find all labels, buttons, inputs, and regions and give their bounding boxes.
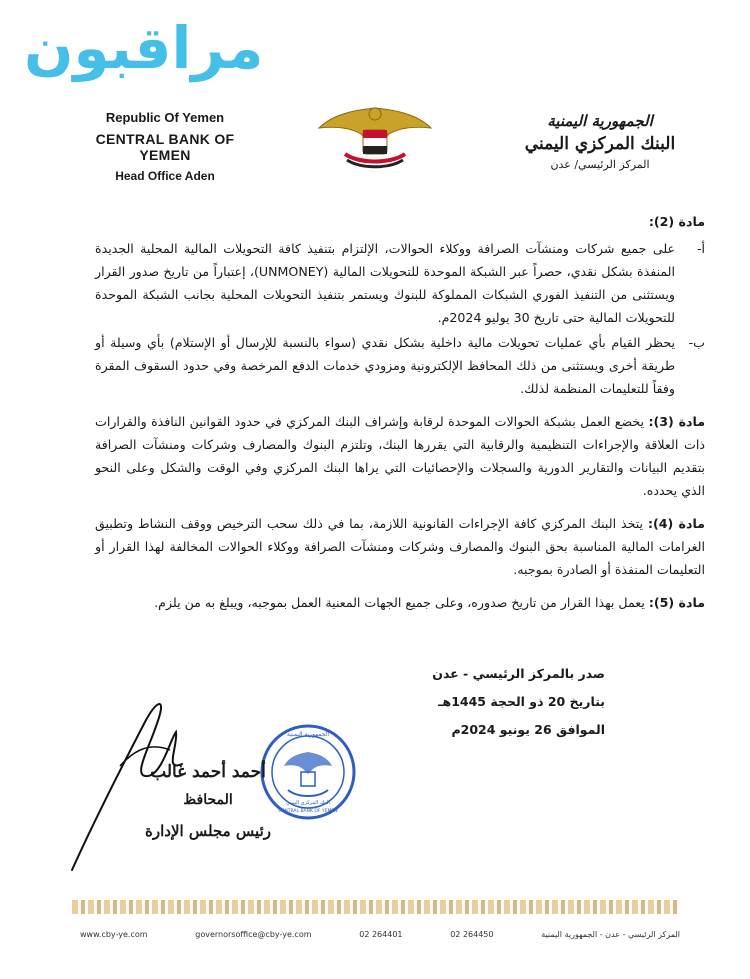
article-5-text: يعمل بهذا القرار من تاريخ صدوره، وعلى جميع الجهات المعنية العمل بموجبه، ويبلغ به من يلزم. xyxy=(154,595,645,610)
footer xyxy=(80,930,680,939)
seal-top-text: الجمهورية اليمنية xyxy=(286,731,330,738)
footer-email[interactable]: governorsoffice@cby-ye.com xyxy=(195,930,312,939)
footer-address: المركز الرئيسي - عدن - الجمهورية اليمنية xyxy=(541,930,680,939)
head-office-label: Head Office Aden xyxy=(115,169,215,183)
watermark-logo: مراقبون xyxy=(24,14,264,82)
article-4 xyxy=(95,512,705,581)
signatory-title: المحافظ xyxy=(183,792,233,808)
signatory-role: رئيس مجلس الإدارة xyxy=(145,822,271,840)
issuance-block xyxy=(432,660,605,744)
footer-phone-1: 02 264401 xyxy=(359,930,403,939)
footer-website[interactable]: www.cby-ye.com xyxy=(80,930,148,939)
signatory-block xyxy=(128,762,288,840)
head-office-label-ar: المركز الرئيسي/ عدن xyxy=(550,158,650,171)
article-3 xyxy=(95,410,705,502)
article-2-item-a xyxy=(95,237,705,329)
letterhead-english xyxy=(80,110,250,183)
article-5 xyxy=(95,591,705,614)
footer-phone-2: 02 264450 xyxy=(450,930,494,939)
article-2-heading: مادة (2): xyxy=(648,214,705,229)
yemen-eagle-emblem-icon xyxy=(315,100,435,170)
letterhead-arabic xyxy=(520,112,680,171)
footer-decorative-band xyxy=(72,900,678,914)
bank-name-en: CENTRAL BANK OF YEMEN xyxy=(95,131,235,163)
article-4-label: مادة (4): xyxy=(647,516,705,531)
seal-ar-text: البنك المركزي اليمني xyxy=(286,800,330,806)
bank-name-ar: البنك المركزي اليمني xyxy=(524,134,676,154)
seal-en-text: CENTRAL BANK OF YEMEN xyxy=(278,809,338,814)
item-marker: أ- xyxy=(696,241,705,256)
article-3-label: مادة (3): xyxy=(648,414,705,429)
article-5-label: مادة (5): xyxy=(648,595,705,610)
issuance-gregorian-date: الموافق 26 يونيو 2024م xyxy=(451,722,605,737)
article-4-text: يتخذ البنك المركزي كافة الإجراءات القانونية اللازمة، بما في ذلك سحب الترخيص ووقف النشاط وتطبيق الغرامات المالية المناسبة بحق البنوك والمصارف وشركات ومنشآت الصرافة ووكلاء الحوالات المخالفة لهذا القرار أو التعليمات المنفذة أو الصادرة بموجبه. xyxy=(95,516,705,577)
item-marker: ب- xyxy=(688,335,705,350)
item-text: يحظر القيام بأي عمليات تحويلات مالية داخلية بشكل نقدي (سواء بالنسبة للإرسال أو الإستلام) بأي وسيلة أو طريقة أخرى ويستثنى من ذلك المحافظ الإلكترونية ومزودي خدمات الدفع المرخصة وفي حدود السقوف المقرة وفقاً للتعليمات المنظمة لذلك. xyxy=(95,335,675,396)
article-2-item-b xyxy=(95,331,705,400)
signatory-name: أحمد أحمد غالب xyxy=(150,762,266,782)
decree-body xyxy=(95,210,705,614)
issuance-hijri-date: بتاريخ 20 ذو الحجة 1445هـ xyxy=(438,694,605,709)
item-text: على جميع شركات ومنشآت الصرافة ووكلاء الحوالات، الإلتزام بتنفيذ كافة التحويلات المالية المحلية الجديدة المنفذة بشكل نقدي، حصراً عبر الشبكة الموحدة للتحويلات المالية (UNMONEY)، إعتباراً من تاريخ صدور القرار ويستثنى من التنفيذ الفوري الشبكات المملوكة للبنوك ويستمر بتنفيذ التحويلات المحلية بجانب الشبكة الموحدة للتحويلات المالية حتى تاريخ 30 يوليو 2024م. xyxy=(95,241,675,325)
issuance-place: صدر بالمركز الرئيسي - عدن xyxy=(432,666,605,681)
article-3-text: يخضع العمل بشبكة الحوالات الموحدة لرقابة وإشراف البنك المركزي في حدود القوانين النافذة والقرارات ذات العلاقة والإجراءات التنظيمية والرقابية التي يقررها البنك، وتلتزم البنوك والمصارف وشركات ومنشآت الصرافة بتقديم البيانات والتقارير الدورية والسجلات والإحصائيات التي يراها البنك المركزي وفي الوقت والشكل وعلى النحو الذي يحدده. xyxy=(95,414,705,498)
republic-label: Republic Of Yemen xyxy=(105,110,225,125)
republic-label-ar: الجمهورية اليمنية xyxy=(547,112,653,130)
